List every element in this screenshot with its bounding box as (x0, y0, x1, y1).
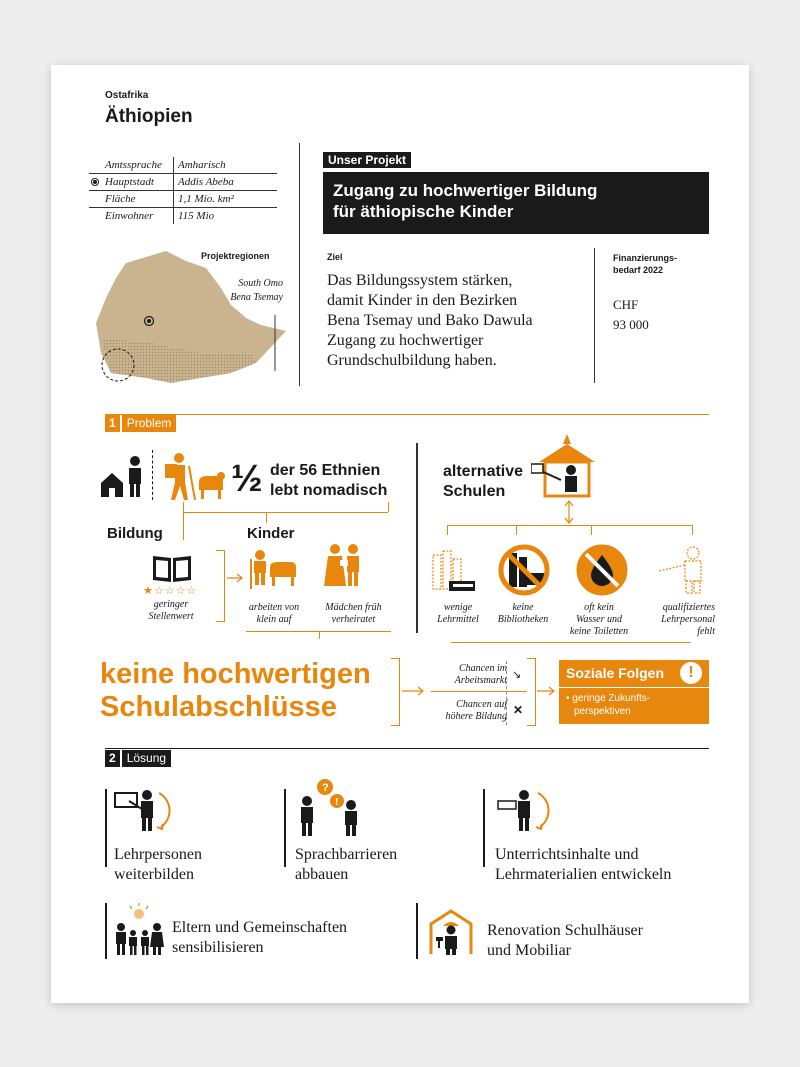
bracket (527, 658, 536, 726)
goal-line: Zugang zu hochwertiger (327, 332, 484, 349)
facts-table (89, 157, 277, 224)
section-rule (105, 414, 709, 415)
headline-no-degrees (100, 658, 371, 724)
bracket (391, 658, 400, 726)
renovation-worker-icon (428, 908, 474, 956)
teaching-materials-icon (431, 545, 479, 595)
school-hut-icon (531, 432, 603, 500)
decrease-arrow-icon: ↘ (512, 669, 522, 681)
solution-text-1 (114, 845, 202, 885)
solution-line: Unterrichtsinhalte und (495, 846, 639, 863)
arrow-right-icon (537, 686, 557, 696)
social-consequences-title: Soziale Folgen (566, 665, 665, 681)
caption-line: keine (512, 602, 534, 613)
arbeiten-text (239, 602, 309, 626)
svg-text:!: ! (335, 797, 339, 808)
alt-line: Schulen (443, 483, 506, 500)
cross-icon: ✕ (513, 703, 524, 717)
fact-value: 115 Mio (178, 210, 215, 222)
bibliotheken-text (488, 602, 558, 626)
arrow-right-icon (402, 686, 426, 696)
map-title: Projektregionen (201, 251, 270, 261)
svg-text:?: ? (322, 782, 329, 794)
goal-text (327, 271, 587, 371)
wasser-text (559, 602, 639, 638)
solution-line: Lehrmaterialien entwickeln (495, 866, 672, 883)
caption-line: Bibliotheken (497, 614, 549, 625)
headline-line: Schulabschlüsse (100, 691, 337, 723)
arrow-right-icon (227, 573, 245, 583)
connector (692, 525, 693, 535)
goal-line: damit Kinder in den Bezirken (327, 292, 518, 309)
infographic-sheet (51, 65, 749, 1003)
solution-line: Lehrpersonen (114, 846, 202, 863)
fact-label: Amtssprache (89, 157, 174, 174)
chance-work-text (427, 663, 507, 687)
divider (299, 143, 300, 386)
caption-line: Lehrmittel (437, 614, 479, 625)
teaching-content-icon (496, 787, 554, 837)
consequence-line: perspektiven (574, 706, 631, 717)
kinder-label: Kinder (247, 525, 295, 542)
goal-line: Grundschulbildung haben. (327, 352, 497, 369)
bride-groom-icon (324, 542, 364, 590)
lehrpersonal-text (643, 602, 715, 638)
caption-line: klein auf (256, 614, 292, 625)
fact-value: Addis Abeba (174, 174, 278, 191)
divider (284, 789, 286, 867)
capital-marker-icon (91, 178, 99, 186)
caption-line: oft kein (584, 602, 614, 613)
fact-label: Fläche (89, 191, 174, 208)
parents-community-icon (113, 903, 165, 957)
rating-stars-icon: ★☆☆☆☆ (143, 585, 198, 597)
nomad-icon (161, 452, 226, 502)
divider (105, 903, 107, 959)
chance-education-text (427, 699, 507, 723)
bildung-label: Bildung (107, 525, 163, 542)
caption-line: Stellenwert (148, 611, 194, 622)
section-solution-header (105, 750, 171, 767)
solution-line: abbauen (295, 866, 349, 883)
social-consequences-list (566, 692, 650, 718)
fact-value: Amharisch (174, 157, 278, 174)
project-title-line: für äthiopische Kinder (333, 202, 514, 221)
solution-text-2 (295, 845, 397, 885)
caption-line: geringer (153, 599, 189, 610)
connector (451, 642, 691, 643)
solution-line: sensibilisieren (172, 939, 264, 956)
project-title-line: Zugang zu hochwertiger Bildung (333, 181, 598, 200)
nomad-line: lebt nomadisch (270, 482, 388, 499)
divider (594, 248, 595, 383)
connector (388, 502, 389, 512)
section-label: Lösung (122, 750, 171, 767)
alt-line: alternative (443, 463, 524, 480)
divider (416, 903, 418, 959)
consequence-line: • geringe Zukunfts- (566, 693, 651, 704)
half-fraction: ½ (231, 458, 263, 500)
section-number: 1 (105, 415, 120, 432)
caption-line: keine Toiletten (569, 626, 629, 637)
teacher-board-icon (111, 787, 173, 837)
funding-amount (613, 295, 649, 335)
divider (559, 687, 709, 688)
funding-label-line: Finanzierungs- (613, 253, 678, 263)
child-sheep-icon (248, 545, 298, 591)
solution-text-5 (487, 921, 643, 961)
fact-row (89, 174, 277, 191)
nomad-text (270, 461, 387, 501)
connector (319, 631, 320, 639)
caption-line: Chancen im (458, 663, 507, 674)
fact-row (89, 208, 277, 225)
arrow-updown-icon (563, 500, 575, 524)
map-region-2: Bena Tsemay (230, 292, 283, 303)
caption-line: Mädchen früh (325, 602, 382, 613)
warning-icon: ! (680, 662, 702, 684)
solution-line: Sprachbarrieren (295, 846, 398, 863)
connector (266, 512, 267, 523)
divider (506, 661, 508, 725)
divider (416, 443, 418, 633)
fact-row (89, 157, 277, 174)
solution-line: Eltern und Gemeinschaften (172, 919, 348, 936)
maedchen-text (316, 602, 391, 626)
funding-currency: CHF (613, 297, 639, 312)
fact-value: 1,1 Mio. km² (174, 191, 278, 208)
solution-text-3 (495, 845, 671, 885)
fact-label: Hauptstadt (105, 176, 154, 188)
section-rule (105, 748, 709, 749)
solution-text-4 (172, 918, 347, 958)
caption-line: arbeiten von (248, 602, 300, 613)
caption-line: wenige (443, 602, 473, 613)
connector (447, 525, 448, 535)
ethiopia-map (91, 243, 291, 388)
caption-line: Lehrpersonal (661, 614, 715, 625)
caption-line: Wasser und (575, 614, 623, 625)
caption-line: Arbeitsmarkt (454, 675, 507, 686)
goal-line: Das Bildungssystem stärken, (327, 272, 513, 289)
fact-row (89, 191, 277, 208)
connector (183, 512, 388, 513)
language-barrier-icon (295, 777, 365, 839)
home-person-icon (99, 453, 149, 501)
fact-label: Einwohner (89, 208, 174, 225)
solution-line: weiterbilden (114, 866, 194, 883)
book-icon (151, 552, 193, 586)
no-library-icon (497, 543, 551, 597)
section-label: Problem (122, 415, 177, 432)
map-region-1: South Omo (238, 278, 283, 289)
caption-line: höhere Bildung (445, 711, 507, 722)
funding-label-line: bedarf 2022 (613, 265, 664, 275)
connector (447, 525, 692, 526)
nomad-line: der 56 Ethnien (270, 462, 381, 479)
connector (183, 502, 184, 512)
caption-line: Chancen auf (456, 699, 507, 710)
project-title (323, 172, 709, 234)
connector (183, 512, 184, 540)
social-consequences-box (559, 660, 709, 724)
funding-label (613, 252, 677, 276)
solution-line: und Mobiliar (487, 942, 571, 959)
solution-line: Renovation Schulhäuser (487, 922, 643, 939)
stellenwert-text (131, 599, 211, 623)
qualified-teacher-icon (655, 545, 713, 595)
connector (516, 525, 517, 535)
caption-line: verheiratet (331, 614, 376, 625)
no-water-icon (575, 543, 629, 597)
connector (591, 525, 592, 535)
alt-schulen-label (443, 462, 523, 502)
lehrmittel-text (423, 602, 493, 626)
headline-line: keine hochwertigen (100, 658, 371, 690)
divider (431, 691, 527, 692)
section-problem-header (105, 415, 176, 432)
divider (483, 789, 485, 867)
funding-value: 93 000 (613, 317, 649, 332)
project-tag: Unser Projekt (323, 152, 411, 168)
country-title: Äthiopien (105, 106, 193, 127)
region-label: Ostafrika (105, 90, 149, 101)
goal-label: Ziel (327, 252, 343, 262)
divider (105, 789, 107, 867)
goal-line: Bena Tsemay und Bako Dawula (327, 312, 533, 329)
divider (152, 450, 154, 500)
bracket (216, 550, 225, 622)
caption-line: fehlt (697, 626, 715, 637)
caption-line: qualifiziertes (662, 602, 715, 613)
section-number: 2 (105, 750, 120, 767)
